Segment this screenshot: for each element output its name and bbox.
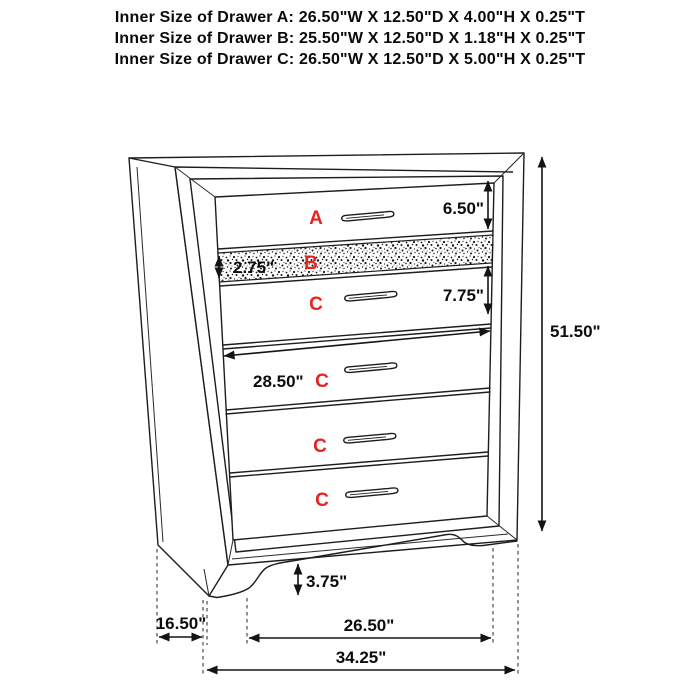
drawer-label-a: A — [309, 208, 323, 229]
dim-overall-width — [207, 648, 515, 670]
chest-illustration — [129, 153, 524, 598]
dimension-label: 51.50" — [550, 322, 601, 341]
inner-size-line-c: Inner Size of Drawer C: 26.50"W X 12.50"D X 5.00"H X 0.25"T — [114, 51, 586, 68]
dimension-label: 3.75" — [306, 572, 348, 591]
dimension-label: 26.50" — [343, 616, 395, 635]
drawer-label-c4: C — [315, 490, 329, 511]
dimension-label: 16.50" — [155, 614, 207, 633]
drawer-label-c1: C — [309, 294, 323, 315]
dimension-label: 28.50" — [253, 372, 304, 391]
drawer-label-c2: C — [315, 371, 329, 392]
drawer-label-c3: C — [313, 436, 327, 457]
dimension-label: 7.75" — [442, 286, 484, 305]
dim-side-depth — [156, 614, 207, 637]
dim-base-inner-width — [249, 616, 491, 638]
dim-overall-height — [542, 157, 601, 531]
dimension-label: 6.50" — [442, 199, 484, 218]
dim-foot-height — [298, 564, 347, 595]
inner-size-line-a: Inner Size of Drawer A: 26.50"W X 12.50"D X 4.00"H X 0.25"T — [114, 9, 586, 26]
drawer-label-b: B — [304, 253, 318, 274]
top-panel-edge — [129, 153, 524, 158]
dimension-label: 2.75" — [233, 258, 275, 277]
inner-size-line-b: Inner Size of Drawer B: 25.50"W X 12.50"D X 1.18"H X 0.25"T — [114, 30, 586, 47]
drawer-opening-inner — [215, 183, 494, 540]
dimension-label: 34.25" — [335, 648, 387, 667]
